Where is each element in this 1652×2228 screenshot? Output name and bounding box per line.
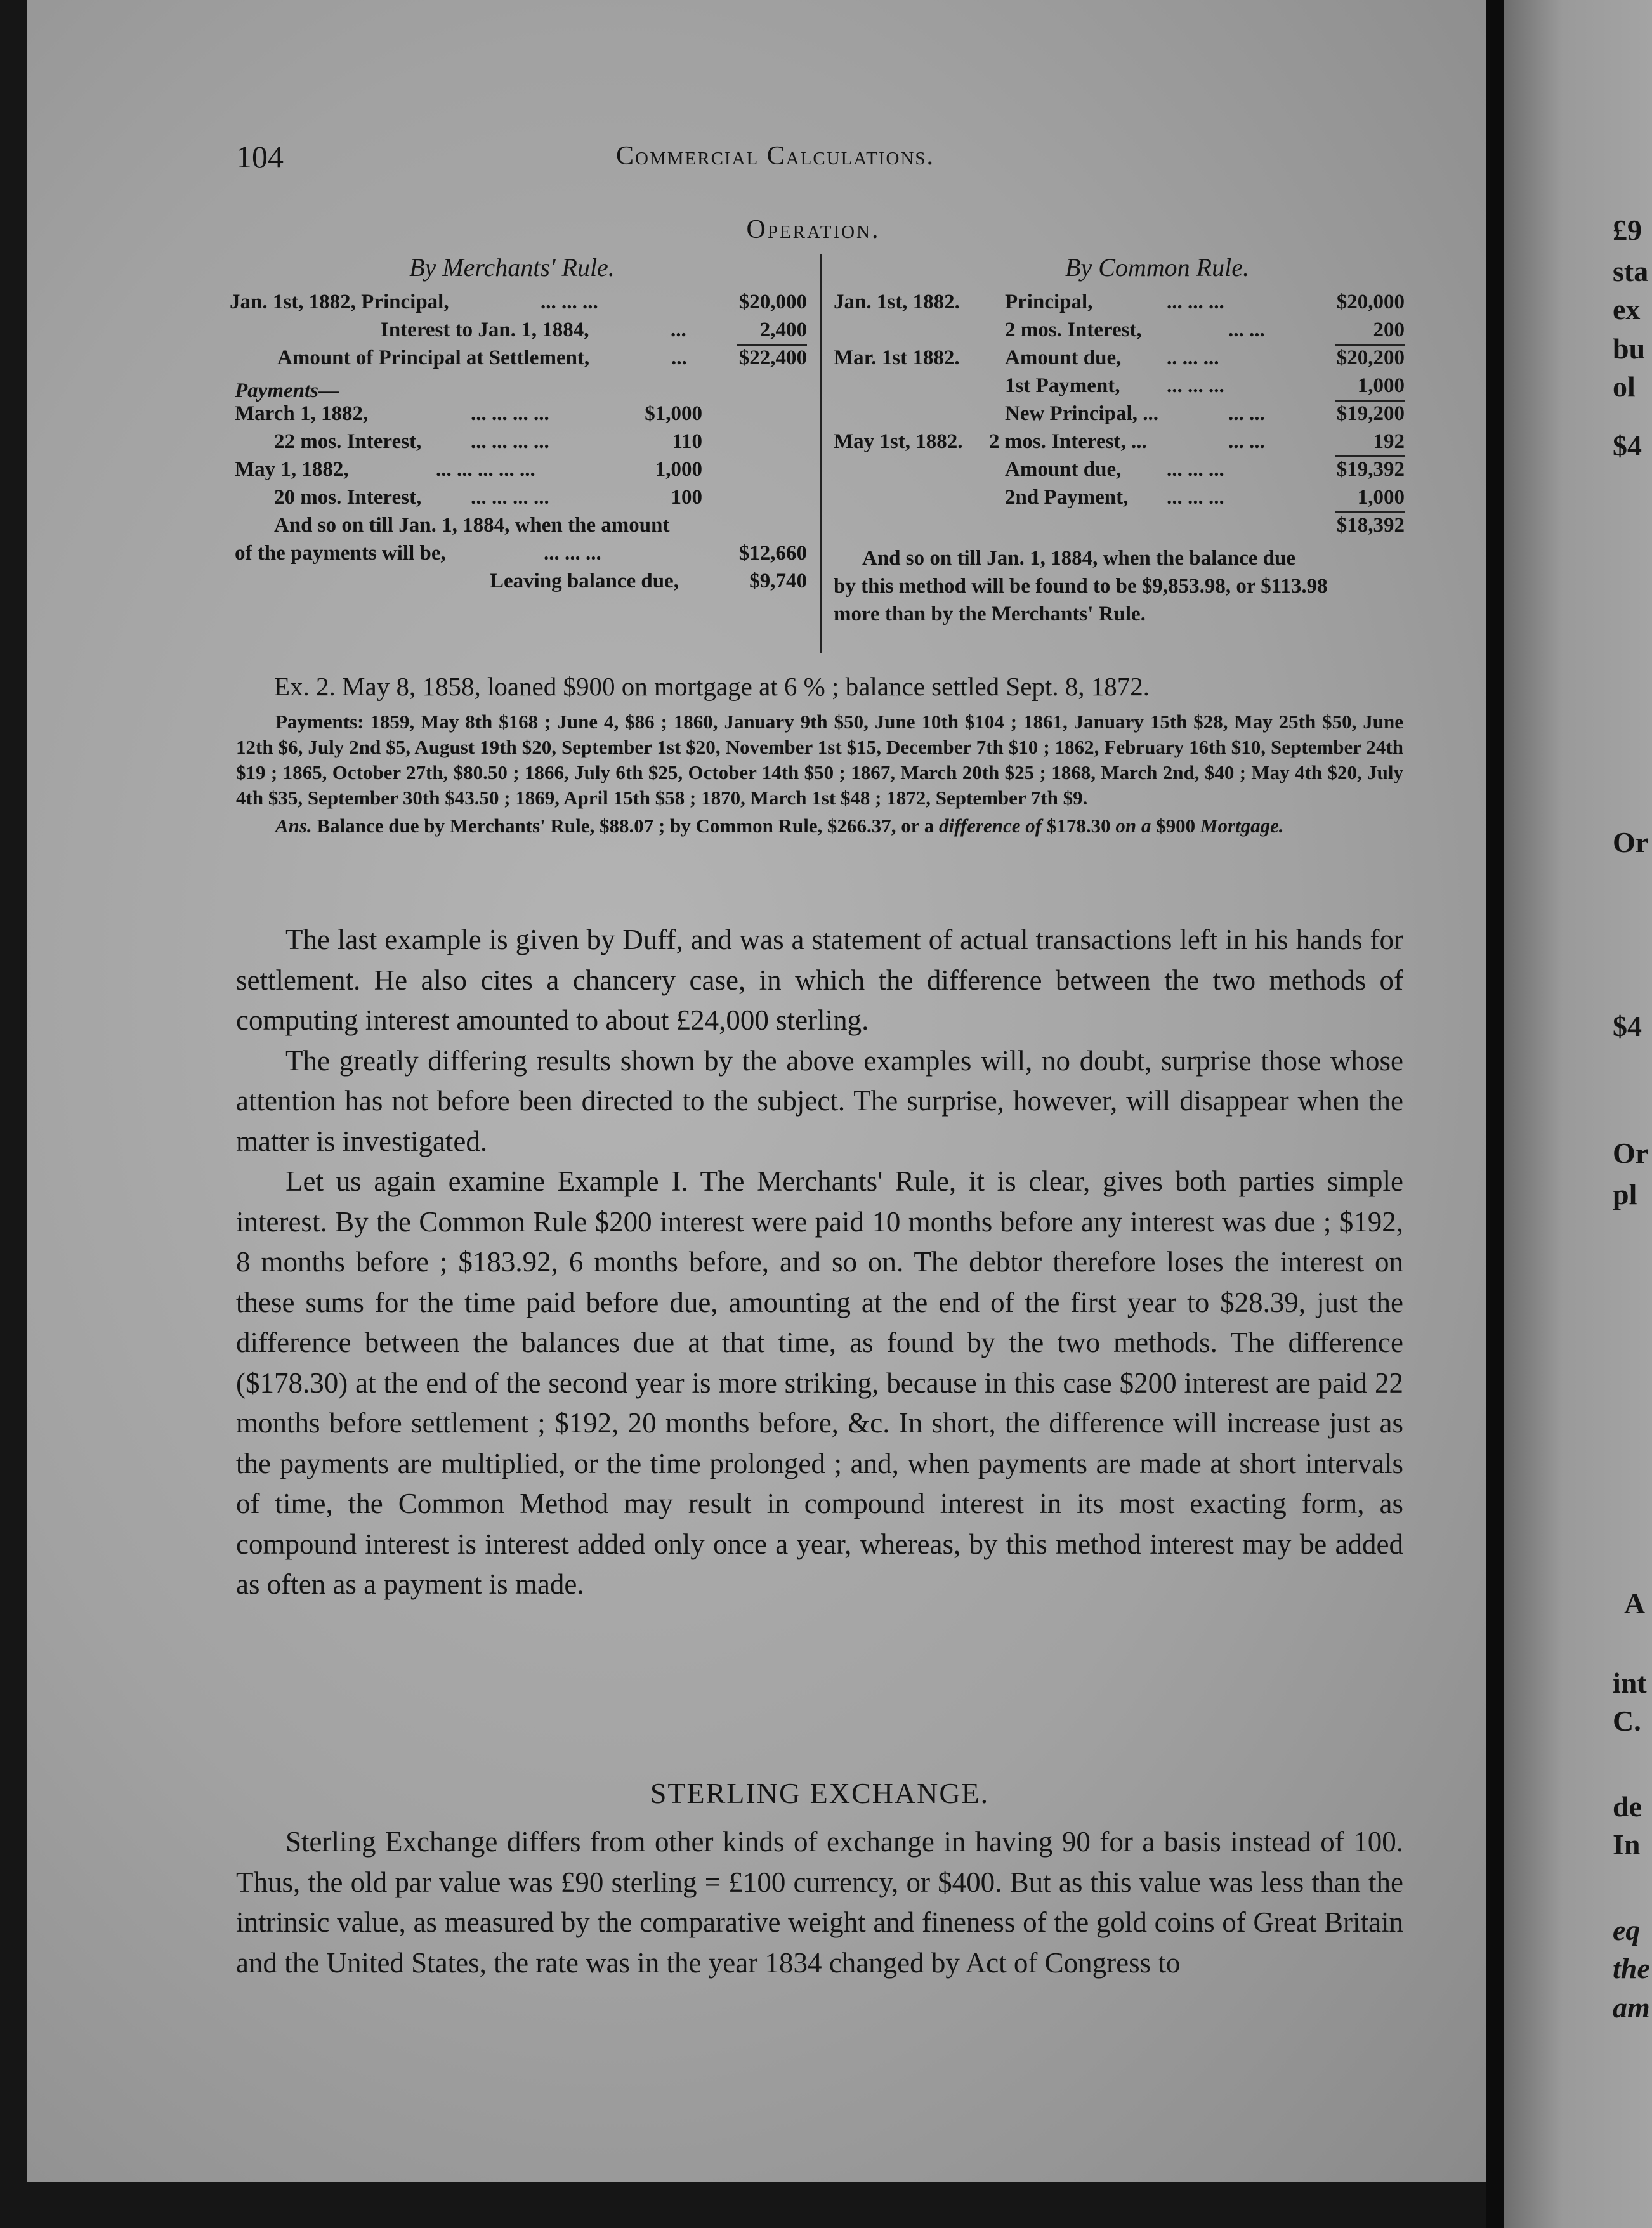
and-so-on-row: And so on till Jan. 1, 1884, when the amount xyxy=(274,514,670,537)
book-page xyxy=(27,0,1486,2182)
facing-fragment: Or xyxy=(1613,826,1649,858)
facing-page-edge xyxy=(1504,0,1652,2228)
common-rule-column xyxy=(834,252,1405,628)
common-row: 2nd Payment, ... ... ... 1,000 xyxy=(834,483,1405,511)
answer: Ans. Balance due by Merchants' Rule, $88.07 ; by Common Rule, $266.37, or a difference of $178.30 on a $900 Mortgage. xyxy=(275,815,1284,837)
payment-row: 20 mos. Interest, ... ... ... ... 100 xyxy=(274,486,702,509)
facing-fragment: int xyxy=(1613,1667,1647,1699)
payments-total-row: of the payments will be, ... ... ... $12,660 xyxy=(217,539,807,567)
common-row xyxy=(834,511,1405,539)
common-balance-after-payments: $18,392 xyxy=(1336,514,1405,537)
facing-fragment: £9 xyxy=(1613,214,1642,246)
page-number: 104 xyxy=(236,139,284,174)
running-head xyxy=(236,138,1397,183)
facing-fragment: $4 xyxy=(1613,429,1642,462)
merchants-row: Amount of Principal at Settlement, ... $22,400 xyxy=(277,346,807,369)
facing-fragment: Or xyxy=(1613,1137,1649,1169)
payments-note xyxy=(236,709,1403,839)
payments-total: $12,660 xyxy=(738,542,807,565)
facing-fragment: In xyxy=(1613,1828,1641,1861)
common-row: Amount due, ... ... ... $19,392 xyxy=(1005,458,1405,481)
payment-row: March 1, 1882, ... ... ... ... $1,000 xyxy=(235,402,702,425)
common-conclusion-row: more than by the Merchants' Rule. xyxy=(834,603,1146,626)
merchants-rule-column xyxy=(217,252,807,595)
facing-fragment: A xyxy=(1624,1587,1646,1620)
facing-fragment: bu xyxy=(1613,332,1646,365)
merchants-rule-heading: By Merchants' Rule. xyxy=(409,253,615,282)
facing-fragment: ex xyxy=(1613,293,1641,325)
facing-fragment: C. xyxy=(1613,1705,1641,1737)
example-2: Ex. 2. May 8, 1858, loaned $900 on mortgage at 6 % ; balance settled Sept. 8, 1872. xyxy=(274,672,1150,701)
sterling-text xyxy=(236,1822,1403,1983)
common-conclusion-row: And so on till Jan. 1, 1884, when the balance due xyxy=(862,547,1296,570)
leaving-balance-row: Leaving balance due, $9,740 xyxy=(217,567,807,595)
common-row: 1st Payment, ... ... ... 1,000 xyxy=(834,372,1405,400)
facing-fragment: pl xyxy=(1613,1178,1637,1210)
facing-fragment: $4 xyxy=(1613,1010,1642,1042)
paragraph: The last example is given by Duff, and was a statement of actual transactions left in his hands for settlement. He also cites a chancery case, in which the difference between the two methods of computing interest amounted to about £24,000 sterling. xyxy=(236,924,1403,1036)
common-row: 2 mos. Interest, ... ... 200 xyxy=(834,316,1405,344)
common-row: Mar. 1st 1882. Amount due, .. ... ... $20,200 xyxy=(834,346,1405,369)
body-text xyxy=(236,920,1403,1605)
paragraph: Let us again examine Example I. The Merchants' Rule, it is clear, gives both parties simple interest. By the Common Rule $200 interest were paid 10 months before any interest was due ; $192, 8 months before ; $183.92, 6 months before, and so on. The debtor therefore loses the interest on these sums for the time paid before due, amounting at the end of the first year to $28.39, just the difference between the balances due at that time, as found by the two methods. The difference ($178.30) at the end of the second year is more striking, because in this case $200 interest are paid 22 months before settlement ; $192, 20 months before, &c. In short, the difference will increase just as the payments are multiplied, or the time prolonged ; and, when payments are made at short intervals of time, the Common Method may result in compound interest in its most exacting form, as compound interest is interest added only once a year, whereas, by this method interest may be added as often as a payment is made. xyxy=(236,1165,1403,1600)
merchants-balance: $9,740 xyxy=(749,570,807,593)
book-gutter xyxy=(1486,0,1504,2228)
facing-fragment: ol xyxy=(1613,370,1636,403)
common-row: May 1st, 1882. 2 mos. Interest, ... ... ... 192 xyxy=(834,428,1405,455)
common-rule-heading: By Common Rule. xyxy=(1065,253,1249,282)
payments-label: Payments— xyxy=(235,379,339,402)
facing-fragment: the xyxy=(1613,1952,1650,1984)
paragraph: The greatly differing results shown by the above examples will, no doubt, surprise those whose attention has not before been directed to the subject. The surprise, however, will disappear when the matter is investigated. xyxy=(236,1044,1403,1157)
facing-fragment: am xyxy=(1613,1991,1650,2024)
merchants-row: Interest to Jan. 1, 1884, ... 2,400 xyxy=(217,316,807,344)
common-row: New Principal, ... ... ... $19,200 xyxy=(1005,402,1405,425)
paragraph: Sterling Exchange differs from other kinds of exchange in having 90 for a basis instead of 100. Thus, the old par value was £90 sterling = £100 currency, or $400. But as this value was less than the intrinsic value, as measured by the comparative weight and fineness of the gold coins of Great Britain and the United States, the rate was in the year 1834 changed by Act of Congress to xyxy=(236,1826,1403,1979)
sterling-exchange-heading: STERLING EXCHANGE. xyxy=(650,1777,990,1809)
facing-fragment: sta xyxy=(1613,255,1649,287)
payments-label-row xyxy=(217,372,807,400)
operation-heading: Operation. xyxy=(746,215,881,244)
common-conclusion-row: by this method will be found to be $9,853.98, or $113.98 xyxy=(834,575,1328,598)
facing-fragment: eq xyxy=(1613,1914,1641,1946)
common-row: Jan. 1st, 1882. Principal, ... ... ... $20,000 xyxy=(834,291,1405,313)
running-title: Commercial Calculations. xyxy=(615,141,935,171)
merchants-row: Jan. 1st, 1882, Principal, ... ... ... $20,000 xyxy=(230,291,807,313)
payment-row: 22 mos. Interest, ... ... ... ... 110 xyxy=(274,430,702,453)
payment-row: May 1, 1882, ... ... ... ... ... 1,000 xyxy=(235,458,702,481)
answer-label: Ans. xyxy=(275,815,312,837)
column-divider xyxy=(820,254,822,653)
payments-note-text: Payments: 1859, May 8th $168 ; June 4, $86 ; 1860, January 9th $50, June 10th $104 ; 1861, January 15th $28, May 25th $50, June 12th $6, July 2nd $5, August 19th $20, September 1st $20, November 1st $15, December 7th $10 ; 1862, February 16th $10, September 24th $19 ; 1865, October 27th, $80.50 ; 1866, July 6th $25, October 14th $50 ; 1867, March 20th $25 ; 1868, March 2nd, $40 ; May 4th $20, July 4th $35, September 30th $43.50 ; 1869, April 15th $58 ; 1870, March 1st $48 ; 1872, September 7th $9. xyxy=(236,711,1403,809)
facing-fragment: de xyxy=(1613,1790,1642,1823)
